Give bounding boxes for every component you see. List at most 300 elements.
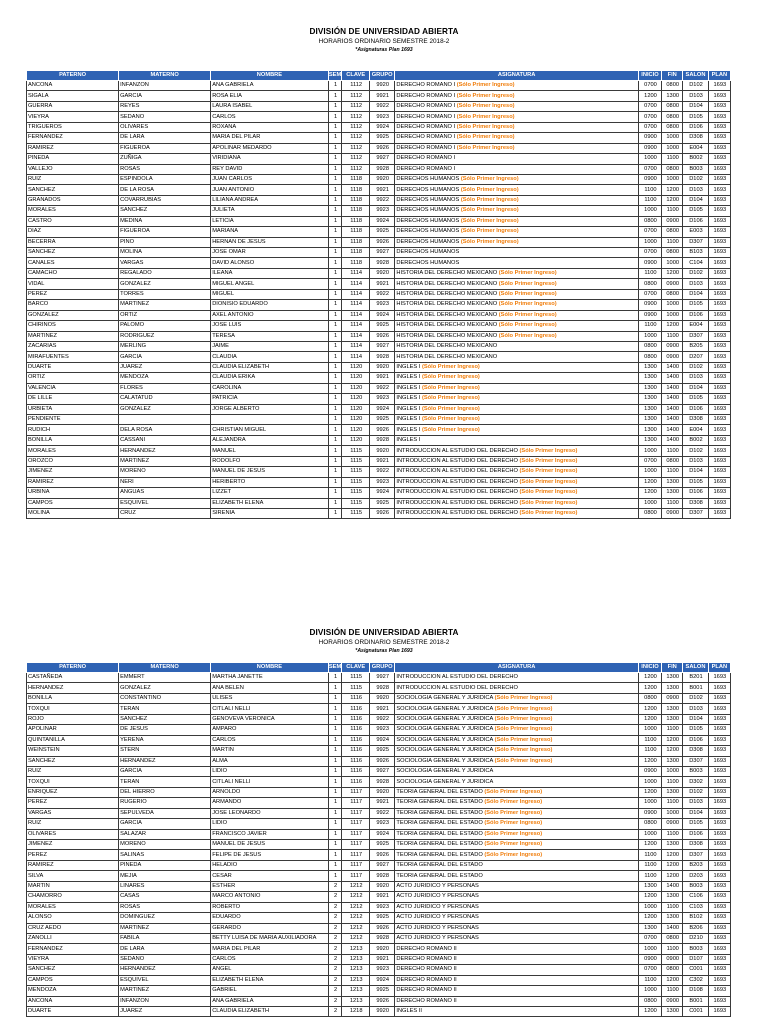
cell-paterno: ALONSO — [27, 913, 119, 923]
cell-paterno: FERNANDEZ — [27, 133, 119, 143]
subject-name: INGLES I — [396, 426, 421, 433]
cell-asignatura — [395, 456, 638, 466]
column-header-grupo: GRUPO — [369, 71, 394, 81]
cell-nombre: LIDIO — [211, 819, 329, 829]
cell-fin: 1300 — [662, 913, 683, 923]
cell-nombre: CITLALI NELLI — [211, 777, 329, 787]
cell-asignatura — [395, 673, 638, 683]
cell-clave: 1115 — [342, 488, 370, 498]
cell-nombre: AXEL ANTONIO — [211, 310, 329, 320]
cell-grupo: 9921 — [369, 954, 394, 964]
cell-inicio: 1200 — [638, 477, 661, 487]
cell-paterno: BONILLA — [27, 693, 119, 703]
cell-paterno: HERNANDEZ — [27, 683, 119, 693]
subject-name: INGLES II — [396, 1008, 422, 1015]
cell-sem: 1 — [328, 133, 342, 143]
cell-fin: 1200 — [662, 321, 683, 331]
column-header-plan: PLAN — [708, 71, 730, 81]
first-admission-flag: (Sólo Primer Ingreso) — [456, 103, 515, 110]
cell-salon: B001 — [683, 683, 708, 693]
table-row — [27, 425, 731, 435]
table-row — [27, 714, 731, 724]
cell-plan: 1693 — [708, 756, 730, 766]
cell-inicio: 1200 — [638, 787, 661, 797]
cell-nombre: LIZZET — [211, 488, 329, 498]
table-row — [27, 467, 731, 477]
cell-clave: 1118 — [342, 206, 370, 216]
cell-asignatura — [395, 394, 638, 404]
cell-plan: 1693 — [708, 673, 730, 683]
subject-name: INTRODUCCION AL ESTUDIO DEL DERECHO — [396, 468, 518, 475]
cell-asignatura — [395, 704, 638, 714]
cell-grupo: 9926 — [369, 756, 394, 766]
first-admission-flag: (Sólo Primer Ingreso) — [456, 82, 515, 89]
table-row — [27, 766, 731, 776]
table-row — [27, 91, 731, 101]
cell-paterno: RUIZ — [27, 819, 119, 829]
cell-fin: 0800 — [662, 122, 683, 132]
cell-fin: 1000 — [662, 808, 683, 818]
cell-clave: 1117 — [342, 808, 370, 818]
cell-paterno: CAMPOS — [27, 975, 119, 985]
column-header-inicio: INICIO — [638, 663, 661, 673]
cell-asignatura — [395, 735, 638, 745]
cell-clave: 1120 — [342, 415, 370, 425]
cell-paterno: SILVA — [27, 871, 119, 881]
cell-paterno: RUIZ — [27, 766, 119, 776]
cell-sem: 1 — [328, 352, 342, 362]
cell-nombre: MARIA DEL PILAR — [211, 133, 329, 143]
cell-grupo: 9924 — [369, 829, 394, 839]
cell-salon: D307 — [683, 850, 708, 860]
first-admission-flag: (Sólo Primer Ingreso) — [460, 217, 519, 224]
cell-nombre: JOSE LEONARDO — [211, 808, 329, 818]
table-row — [27, 860, 731, 870]
cell-asignatura — [395, 143, 638, 153]
first-admission-flag: (Sólo Primer Ingreso) — [498, 322, 557, 329]
cell-fin: 1300 — [662, 787, 683, 797]
cell-grupo: 9920 — [369, 881, 394, 891]
cell-clave: 1117 — [342, 850, 370, 860]
cell-inicio: 1300 — [638, 425, 661, 435]
cell-fin: 1100 — [662, 725, 683, 735]
cell-sem: 2 — [328, 892, 342, 902]
cell-asignatura — [395, 101, 638, 111]
cell-sem: 1 — [328, 216, 342, 226]
table-row — [27, 704, 731, 714]
cell-inicio: 1100 — [638, 871, 661, 881]
subject-name: INTRODUCCION AL ESTUDIO DEL DERECHO — [396, 457, 518, 464]
cell-plan: 1693 — [708, 808, 730, 818]
cell-grupo: 9926 — [369, 143, 394, 153]
cell-paterno: QUINTANILLA — [27, 735, 119, 745]
cell-materno: DEL HIERRO — [119, 787, 211, 797]
cell-plan: 1693 — [708, 112, 730, 122]
cell-grupo: 9921 — [369, 185, 394, 195]
cell-sem: 1 — [328, 362, 342, 372]
cell-clave: 1212 — [342, 923, 370, 933]
table-row — [27, 933, 731, 943]
table-row — [27, 268, 731, 278]
cell-grupo: 9928 — [369, 352, 394, 362]
cell-inicio: 0800 — [638, 819, 661, 829]
cell-materno: MARTINEZ — [119, 456, 211, 466]
cell-asignatura — [395, 446, 638, 456]
cell-paterno: CHIRINOS — [27, 321, 119, 331]
cell-sem: 1 — [328, 756, 342, 766]
cell-materno: HERNANDEZ — [119, 446, 211, 456]
cell-sem: 1 — [328, 248, 342, 258]
cell-sem: 1 — [328, 310, 342, 320]
cell-inicio: 1000 — [638, 206, 661, 216]
cell-materno: GONZALEZ — [119, 683, 211, 693]
cell-plan: 1693 — [708, 185, 730, 195]
cell-asignatura — [395, 871, 638, 881]
cell-asignatura — [395, 777, 638, 787]
cell-clave: 1120 — [342, 383, 370, 393]
cell-paterno: PEREZ — [27, 798, 119, 808]
table-row — [27, 216, 731, 226]
table-row — [27, 693, 731, 703]
cell-materno — [119, 415, 211, 425]
cell-asignatura — [395, 195, 638, 205]
cell-clave: 1114 — [342, 279, 370, 289]
cell-nombre: ILEANA — [211, 268, 329, 278]
cell-nombre: REY DAVID — [211, 164, 329, 174]
cell-clave: 1114 — [342, 341, 370, 351]
cell-plan: 1693 — [708, 508, 730, 518]
cell-paterno: CASTRO — [27, 216, 119, 226]
cell-inicio: 1300 — [638, 362, 661, 372]
cell-salon: C106 — [683, 892, 708, 902]
cell-paterno: CHAMORRO — [27, 892, 119, 902]
cell-fin: 1400 — [662, 362, 683, 372]
subject-name: DERECHOS HUMANOS — [396, 249, 460, 256]
cell-plan: 1693 — [708, 143, 730, 153]
cell-sem: 1 — [328, 174, 342, 184]
cell-plan: 1693 — [708, 174, 730, 184]
subject-name: HISTORIA DEL DERECHO MEXICANO — [396, 343, 498, 350]
cell-inicio: 1000 — [638, 725, 661, 735]
cell-sem: 1 — [328, 871, 342, 881]
cell-clave: 1112 — [342, 143, 370, 153]
cell-paterno: PEREZ — [27, 850, 119, 860]
cell-materno: GARCIA — [119, 352, 211, 362]
cell-materno: ESQUIVEL — [119, 498, 211, 508]
cell-grupo: 9926 — [369, 331, 394, 341]
cell-grupo: 9925 — [369, 840, 394, 850]
subject-name: INTRODUCCION AL ESTUDIO DEL DERECHO — [396, 489, 518, 496]
subject-name: DERECHOS HUMANOS — [396, 259, 460, 266]
cell-salon: B003 — [683, 766, 708, 776]
first-admission-flag: (Sólo Primer Ingreso) — [494, 695, 553, 702]
cell-fin: 1100 — [662, 206, 683, 216]
cell-fin: 1100 — [662, 902, 683, 912]
cell-fin: 1100 — [662, 446, 683, 456]
table-row — [27, 164, 731, 174]
table-row — [27, 986, 731, 996]
cell-asignatura — [395, 944, 638, 954]
cell-fin: 1400 — [662, 415, 683, 425]
subject-name: HISTORIA DEL DERECHO MEXICANO — [396, 311, 498, 318]
table-row — [27, 206, 731, 216]
cell-asignatura — [395, 756, 638, 766]
cell-materno: DE LARA — [119, 133, 211, 143]
cell-materno: ESQUIVEL — [119, 975, 211, 985]
cell-nombre: ROBERTO — [211, 902, 329, 912]
cell-plan: 1693 — [708, 777, 730, 787]
cell-salon: D104 — [683, 101, 708, 111]
cell-paterno: MARTINEZ — [27, 331, 119, 341]
cell-materno: FIGUEROA — [119, 143, 211, 153]
table-header-row — [27, 71, 731, 81]
cell-paterno: ZACARIAS — [27, 341, 119, 351]
cell-salon: D106 — [683, 404, 708, 414]
cell-sem: 2 — [328, 933, 342, 943]
cell-inicio: 0900 — [638, 258, 661, 268]
cell-salon: D105 — [683, 206, 708, 216]
cell-grupo: 9920 — [369, 944, 394, 954]
cell-materno: STERN — [119, 746, 211, 756]
table-row — [27, 373, 731, 383]
table-row — [27, 725, 731, 735]
cell-fin: 0800 — [662, 456, 683, 466]
cell-salon: D103 — [683, 704, 708, 714]
cell-clave: 1116 — [342, 756, 370, 766]
cell-fin: 0800 — [662, 81, 683, 91]
cell-plan: 1693 — [708, 279, 730, 289]
cell-salon: D105 — [683, 477, 708, 487]
cell-fin: 0900 — [662, 216, 683, 226]
cell-inicio: 1000 — [638, 902, 661, 912]
subject-name: HISTORIA DEL DERECHO MEXICANO — [396, 353, 498, 360]
cell-plan: 1693 — [708, 902, 730, 912]
subject-name: INGLES I — [396, 364, 421, 371]
cell-inicio: 1100 — [638, 746, 661, 756]
cell-grupo: 9925 — [369, 498, 394, 508]
cell-paterno: SANCHEZ — [27, 248, 119, 258]
subject-name: INGLES I — [396, 437, 421, 444]
cell-nombre: CARLOS — [211, 954, 329, 964]
cell-fin: 0800 — [662, 112, 683, 122]
cell-plan: 1693 — [708, 996, 730, 1006]
cell-fin: 1000 — [662, 174, 683, 184]
first-admission-flag: (Sólo Primer Ingreso) — [494, 726, 553, 733]
cell-clave: 1120 — [342, 362, 370, 372]
subject-name: TEORIA GENERAL DEL ESTADO — [396, 820, 483, 827]
cell-asignatura — [395, 714, 638, 724]
subject-name: TEORIA GENERAL DEL ESTADO — [396, 789, 483, 796]
cell-grupo: 9925 — [369, 227, 394, 237]
cell-plan: 1693 — [708, 829, 730, 839]
cell-sem: 1 — [328, 331, 342, 341]
cell-clave: 1118 — [342, 237, 370, 247]
table-row — [27, 289, 731, 299]
cell-fin: 1200 — [662, 746, 683, 756]
cell-grupo: 9926 — [369, 996, 394, 1006]
cell-paterno: PEREZ — [27, 289, 119, 299]
subject-name: INGLES I — [396, 405, 421, 412]
cell-nombre: MARIANA — [211, 227, 329, 237]
first-admission-flag: (Sólo Primer Ingreso) — [484, 799, 543, 806]
cell-plan: 1693 — [708, 81, 730, 91]
cell-inicio: 1200 — [638, 488, 661, 498]
cell-inicio: 1000 — [638, 986, 661, 996]
cell-grupo: 9927 — [369, 341, 394, 351]
cell-sem: 2 — [328, 923, 342, 933]
subject-name: HISTORIA DEL DERECHO MEXICANO — [396, 290, 498, 297]
first-admission-flag: (Sólo Primer Ingreso) — [519, 468, 578, 475]
cell-paterno: PENDIENTE — [27, 415, 119, 425]
cell-paterno: ORTIZ — [27, 373, 119, 383]
cell-fin: 0800 — [662, 227, 683, 237]
subject-name: SOCIOLOGIA GENERAL Y JURIDICA — [396, 695, 493, 702]
cell-nombre: ARMANDO — [211, 798, 329, 808]
cell-nombre: LIDIO — [211, 766, 329, 776]
subject-name: DERECHOS HUMANOS — [396, 228, 460, 235]
cell-salon: E004 — [683, 425, 708, 435]
cell-nombre: ALEJANDRA — [211, 435, 329, 445]
subject-name: SOCIOLOGIA GENERAL Y JURIDICA — [396, 778, 494, 785]
cell-plan: 1693 — [708, 415, 730, 425]
cell-plan: 1693 — [708, 289, 730, 299]
cell-grupo: 9923 — [369, 206, 394, 216]
column-header-plan: PLAN — [708, 663, 730, 673]
cell-fin: 1200 — [662, 850, 683, 860]
cell-materno: DOMINGUEZ — [119, 913, 211, 923]
cell-inicio: 0700 — [638, 164, 661, 174]
cell-inicio: 1200 — [638, 892, 661, 902]
cell-clave: 1112 — [342, 112, 370, 122]
cell-asignatura — [395, 362, 638, 372]
cell-grupo: 9920 — [369, 81, 394, 91]
cell-clave: 1213 — [342, 975, 370, 985]
cell-sem: 1 — [328, 101, 342, 111]
cell-asignatura — [395, 467, 638, 477]
table-row — [27, 81, 731, 91]
cell-asignatura — [395, 174, 638, 184]
cell-grupo: 9923 — [369, 112, 394, 122]
cell-salon: B205 — [683, 341, 708, 351]
cell-clave: 1213 — [342, 986, 370, 996]
cell-paterno: RAMIREZ — [27, 477, 119, 487]
cell-materno: TERAN — [119, 777, 211, 787]
cell-sem: 1 — [328, 185, 342, 195]
cell-nombre: MANUEL — [211, 446, 329, 456]
cell-nombre: ELIZABETH ELENA — [211, 975, 329, 985]
cell-asignatura — [395, 300, 638, 310]
cell-clave: 1117 — [342, 860, 370, 870]
cell-paterno: VIEYRA — [27, 112, 119, 122]
cell-grupo: 9925 — [369, 415, 394, 425]
cell-nombre — [211, 415, 329, 425]
cell-sem: 1 — [328, 435, 342, 445]
cell-asignatura — [395, 216, 638, 226]
cell-grupo: 9920 — [369, 362, 394, 372]
cell-grupo: 9924 — [369, 122, 394, 132]
cell-plan: 1693 — [708, 766, 730, 776]
cell-plan: 1693 — [708, 446, 730, 456]
cell-paterno: MORALES — [27, 206, 119, 216]
table-row — [27, 819, 731, 829]
cell-nombre: ANA BELEN — [211, 683, 329, 693]
cell-plan: 1693 — [708, 435, 730, 445]
cell-asignatura — [395, 415, 638, 425]
cell-sem: 1 — [328, 860, 342, 870]
subject-name: ACTO JURIDICO Y PERSONAS — [396, 882, 479, 889]
schedule-table-2 — [26, 662, 731, 1017]
cell-nombre: ESTHER — [211, 881, 329, 891]
first-admission-flag: (Sólo Primer Ingreso) — [498, 311, 557, 318]
cell-materno: OLIVARES — [119, 122, 211, 132]
cell-materno: REYES — [119, 101, 211, 111]
cell-asignatura — [395, 819, 638, 829]
cell-asignatura — [395, 954, 638, 964]
cell-grupo: 9925 — [369, 133, 394, 143]
cell-asignatura — [395, 352, 638, 362]
cell-materno: SEDANO — [119, 112, 211, 122]
cell-plan: 1693 — [708, 923, 730, 933]
cell-grupo: 9922 — [369, 714, 394, 724]
column-header-sem: SEM — [328, 71, 342, 81]
cell-nombre: JUAN ANTONIO — [211, 185, 329, 195]
cell-fin: 1200 — [662, 268, 683, 278]
first-admission-flag: (Sólo Primer Ingreso) — [421, 405, 480, 412]
cell-paterno: OLIVARES — [27, 829, 119, 839]
first-admission-flag: (Sólo Primer Ingreso) — [498, 290, 557, 297]
cell-salon: E004 — [683, 321, 708, 331]
cell-sem: 1 — [328, 112, 342, 122]
cell-paterno: MORALES — [27, 446, 119, 456]
cell-fin: 1400 — [662, 383, 683, 393]
document-title: DIVISIÓN DE UNIVERSIDAD ABIERTA — [309, 27, 459, 36]
cell-materno: RODRIGUEZ — [119, 331, 211, 341]
first-admission-flag: (Sólo Primer Ingreso) — [421, 395, 480, 402]
cell-salon: D106 — [683, 488, 708, 498]
cell-plan: 1693 — [708, 310, 730, 320]
cell-salon: B002 — [683, 435, 708, 445]
cell-grupo: 9923 — [369, 902, 394, 912]
cell-paterno: URBIETA — [27, 404, 119, 414]
subject-name: HISTORIA DEL DERECHO MEXICANO — [396, 322, 498, 329]
cell-salon: D103 — [683, 185, 708, 195]
cell-grupo: 9922 — [369, 101, 394, 111]
cell-grupo: 9927 — [369, 154, 394, 164]
cell-grupo: 9923 — [369, 300, 394, 310]
cell-grupo: 9926 — [369, 508, 394, 518]
cell-plan: 1693 — [708, 965, 730, 975]
cell-fin: 1400 — [662, 373, 683, 383]
cell-fin: 0900 — [662, 279, 683, 289]
cell-plan: 1693 — [708, 101, 730, 111]
cell-nombre: JORGE ALBERTO — [211, 404, 329, 414]
cell-grupo: 9920 — [369, 174, 394, 184]
cell-materno: VARGAS — [119, 258, 211, 268]
cell-materno: ESPINDOLA — [119, 174, 211, 184]
cell-materno: DE LA ROSA — [119, 185, 211, 195]
cell-nombre: DIONISIO EDUARDO — [211, 300, 329, 310]
subject-name: DERECHO ROMANO II — [396, 987, 457, 994]
subject-name: HISTORIA DEL DERECHO MEXICANO — [396, 280, 498, 287]
cell-paterno: ROJO — [27, 714, 119, 724]
cell-paterno: GONZALEZ — [27, 310, 119, 320]
cell-grupo: 9926 — [369, 425, 394, 435]
cell-salon: D105 — [683, 300, 708, 310]
cell-grupo: 9921 — [369, 91, 394, 101]
cell-clave: 1118 — [342, 258, 370, 268]
cell-nombre: MIGUEL — [211, 289, 329, 299]
first-admission-flag: (Sólo Primer Ingreso) — [484, 841, 543, 848]
